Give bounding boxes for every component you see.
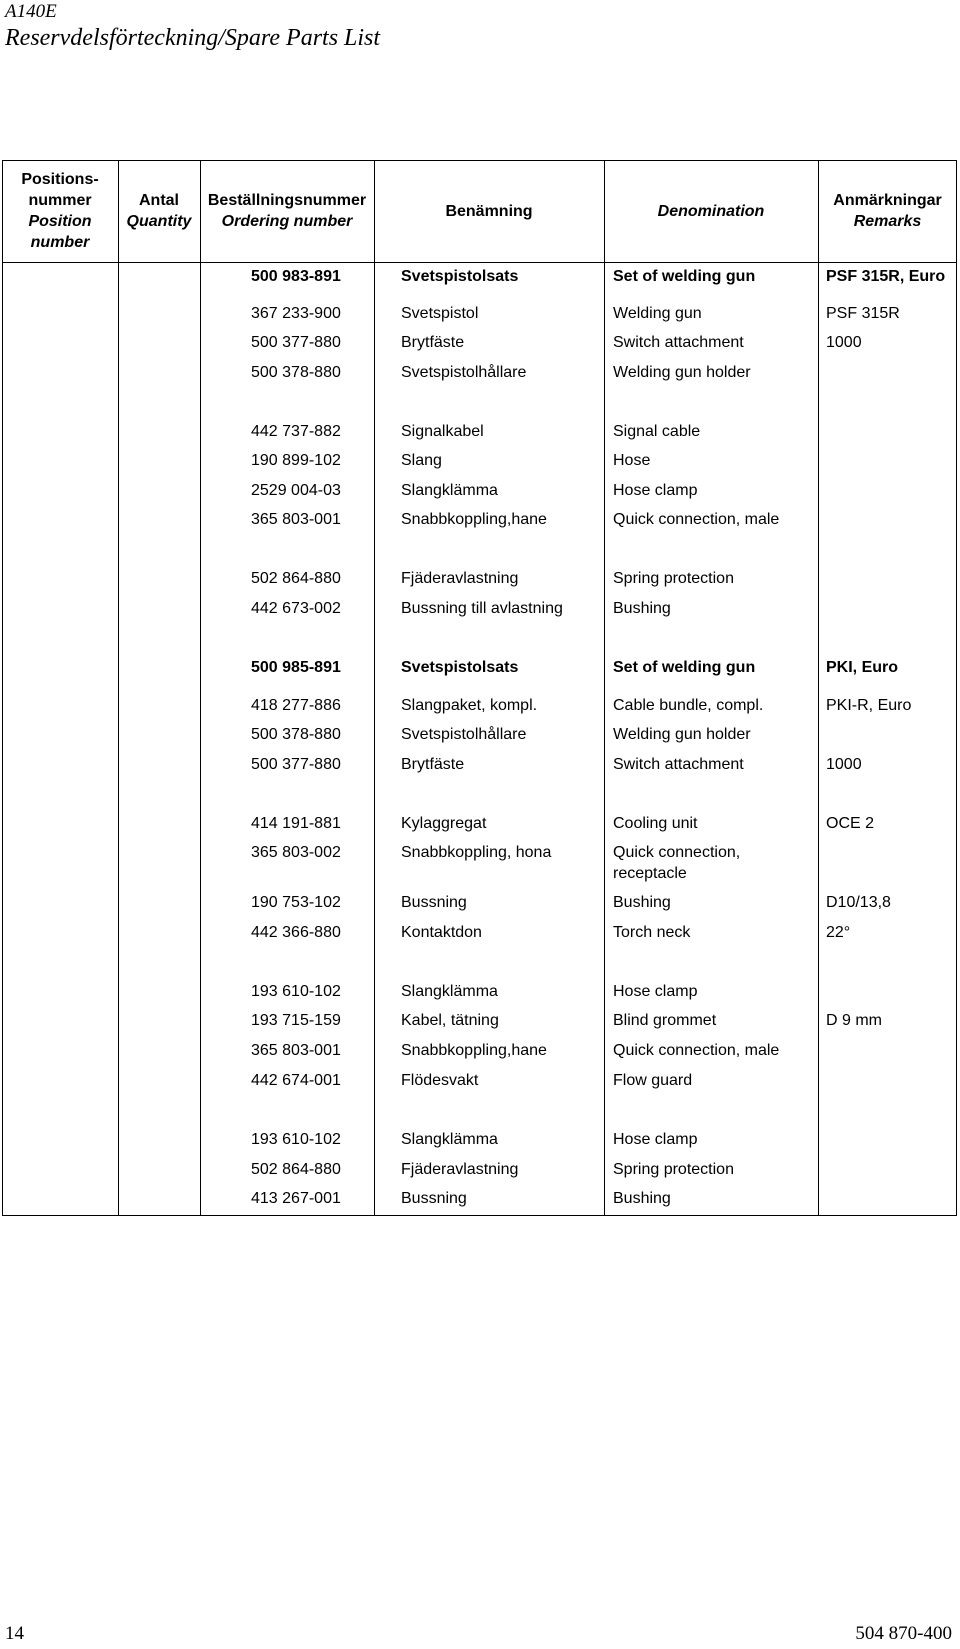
denomination-cell: Spring protection — [613, 1161, 734, 1178]
denomination-cell: Cooling unit — [613, 815, 698, 832]
ordering-number: 500 985-891 — [251, 659, 341, 676]
ordering-number: 500 983-891 — [251, 268, 341, 285]
denomination-cell: Welding gun holder — [613, 364, 751, 381]
header-quantity-sv: Antal — [139, 192, 179, 209]
denomination-cell: Blind grommet — [613, 1012, 717, 1029]
benamning-cell: Svetspistolsats — [401, 659, 519, 676]
benamning-cell: Slang — [401, 452, 442, 469]
ordering-number: 442 366-880 — [251, 924, 341, 941]
ordering-number: 502 864-880 — [251, 1161, 341, 1178]
ordering-number: 442 673-002 — [251, 600, 341, 617]
denomination-cell: Switch attachment — [613, 756, 744, 773]
ordering-number: 367 233-900 — [251, 305, 341, 322]
denomination-cell: Bushing — [613, 894, 671, 911]
denomination-cell: Cable bundle, compl. — [613, 697, 764, 714]
ordering-number: 190 899-102 — [251, 452, 341, 469]
header-ordering — [200, 160, 374, 262]
denomination-cell: Welding gun — [613, 305, 702, 322]
benamning-cell: Kabel, tätning — [401, 1012, 499, 1029]
column-divider — [604, 160, 605, 1216]
ordering-number: 500 377-880 — [251, 756, 341, 773]
benamning-cell: Slangpaket, kompl. — [401, 697, 538, 714]
denomination-cell: Quick connection, — [613, 844, 741, 861]
header-denomination-label: Denomination — [657, 202, 765, 220]
benamning-cell: Fjäderavlastning — [401, 1161, 519, 1178]
benamning-cell: Snabbkoppling,hane — [401, 511, 547, 528]
ordering-number: 365 803-001 — [251, 511, 341, 528]
denomination-cell: Bushing — [613, 600, 671, 617]
ordering-number: 193 715-159 — [251, 1012, 341, 1029]
column-divider — [374, 160, 375, 1216]
remarks-cell: PKI, Euro — [826, 659, 899, 676]
remarks-cell: 1000 — [826, 334, 862, 351]
denomination-cell: Hose clamp — [613, 1131, 698, 1148]
header-ordering-sv: Beställningsnummer — [207, 192, 367, 209]
remarks-cell: D 9 mm — [826, 1012, 882, 1029]
benamning-cell: Svetspistolhållare — [401, 726, 527, 743]
benamning-cell: Fjäderavlastning — [401, 570, 519, 587]
denomination-cell-cont: receptacle — [613, 865, 687, 882]
remarks-cell: PKI-R, Euro — [826, 697, 912, 714]
denomination-cell: Torch neck — [613, 924, 691, 941]
ordering-number: 442 737-882 — [251, 423, 341, 440]
remarks-cell: 1000 — [826, 756, 862, 773]
header-remarks-en: Remarks — [853, 213, 922, 230]
benamning-cell: Svetspistolhållare — [401, 364, 527, 381]
column-divider — [818, 160, 819, 1216]
benamning-cell: Slangklämma — [401, 1131, 498, 1148]
denomination-cell: Spring protection — [613, 570, 734, 587]
denomination-cell: Bushing — [613, 1190, 671, 1207]
denomination-cell: Signal cable — [613, 423, 701, 440]
ordering-number: 502 864-880 — [251, 570, 341, 587]
benamning-cell: Snabbkoppling,hane — [401, 1042, 547, 1059]
benamning-cell: Svetspistol — [401, 305, 479, 322]
remarks-cell: 22° — [826, 924, 851, 941]
benamning-cell: Snabbkoppling, hona — [401, 844, 552, 861]
remarks-cell: OCE 2 — [826, 815, 875, 832]
header-remarks-sv: Anmärkningar — [833, 192, 942, 209]
header-divider — [2, 262, 957, 263]
remarks-cell: PSF 315R, Euro — [826, 268, 946, 285]
header-benamning — [374, 160, 604, 262]
ordering-number: 418 277-886 — [251, 697, 341, 714]
header-benamning-label: Benämning — [445, 202, 533, 220]
document-number: 504 870-400 — [855, 1623, 952, 1644]
denomination-cell: Quick connection, male — [613, 511, 780, 528]
ordering-number: 414 191-881 — [251, 815, 341, 832]
denomination-cell: Quick connection, male — [613, 1042, 780, 1059]
benamning-cell: Bussning till avlastning — [401, 600, 563, 617]
header-quantity-en: Quantity — [126, 213, 192, 230]
denomination-cell: Hose — [613, 452, 651, 469]
ordering-number: 193 610-102 — [251, 983, 341, 1000]
ordering-number: 413 267-001 — [251, 1190, 341, 1207]
column-divider — [118, 160, 119, 1216]
ordering-number: 365 803-002 — [251, 844, 341, 861]
ordering-number: 2529 004-03 — [251, 482, 341, 499]
benamning-cell: Kontaktdon — [401, 924, 482, 941]
column-divider — [200, 160, 201, 1216]
header-remarks — [818, 160, 957, 262]
denomination-cell: Hose clamp — [613, 983, 698, 1000]
header-quantity — [118, 160, 200, 262]
header-position-en: Position number — [28, 213, 92, 251]
page-number: 14 — [5, 1623, 24, 1644]
denomination-cell: Hose clamp — [613, 482, 698, 499]
benamning-cell: Brytfäste — [401, 334, 465, 351]
model-code: A140E — [5, 1, 57, 22]
denomination-cell: Flow guard — [613, 1072, 693, 1089]
remarks-cell: D10/13,8 — [826, 894, 891, 911]
benamning-cell: Bussning — [401, 894, 467, 911]
header-position-sv: Positions- nummer — [21, 171, 99, 209]
benamning-cell: Flödesvakt — [401, 1072, 479, 1089]
remarks-cell: PSF 315R — [826, 305, 900, 322]
document-title: Reservdelsförteckning/Spare Parts List — [5, 25, 381, 51]
benamning-cell: Signalkabel — [401, 423, 484, 440]
denomination-cell: Welding gun holder — [613, 726, 751, 743]
header-position — [2, 160, 118, 262]
ordering-number: 365 803-001 — [251, 1042, 341, 1059]
ordering-number: 500 377-880 — [251, 334, 341, 351]
denomination-cell: Set of welding gun — [613, 659, 756, 676]
benamning-cell: Bussning — [401, 1190, 467, 1207]
header-denomination — [604, 160, 818, 262]
ordering-number: 500 378-880 — [251, 364, 341, 381]
benamning-cell: Slangklämma — [401, 482, 498, 499]
benamning-cell: Slangklämma — [401, 983, 498, 1000]
ordering-number: 193 610-102 — [251, 1131, 341, 1148]
denomination-cell: Set of welding gun — [613, 268, 756, 285]
denomination-cell: Switch attachment — [613, 334, 744, 351]
benamning-cell: Brytfäste — [401, 756, 465, 773]
benamning-cell: Svetspistolsats — [401, 268, 519, 285]
ordering-number: 500 378-880 — [251, 726, 341, 743]
ordering-number: 442 674-001 — [251, 1072, 341, 1089]
header-ordering-en: Ordering number — [221, 213, 353, 230]
ordering-number: 190 753-102 — [251, 894, 341, 911]
benamning-cell: Kylaggregat — [401, 815, 487, 832]
